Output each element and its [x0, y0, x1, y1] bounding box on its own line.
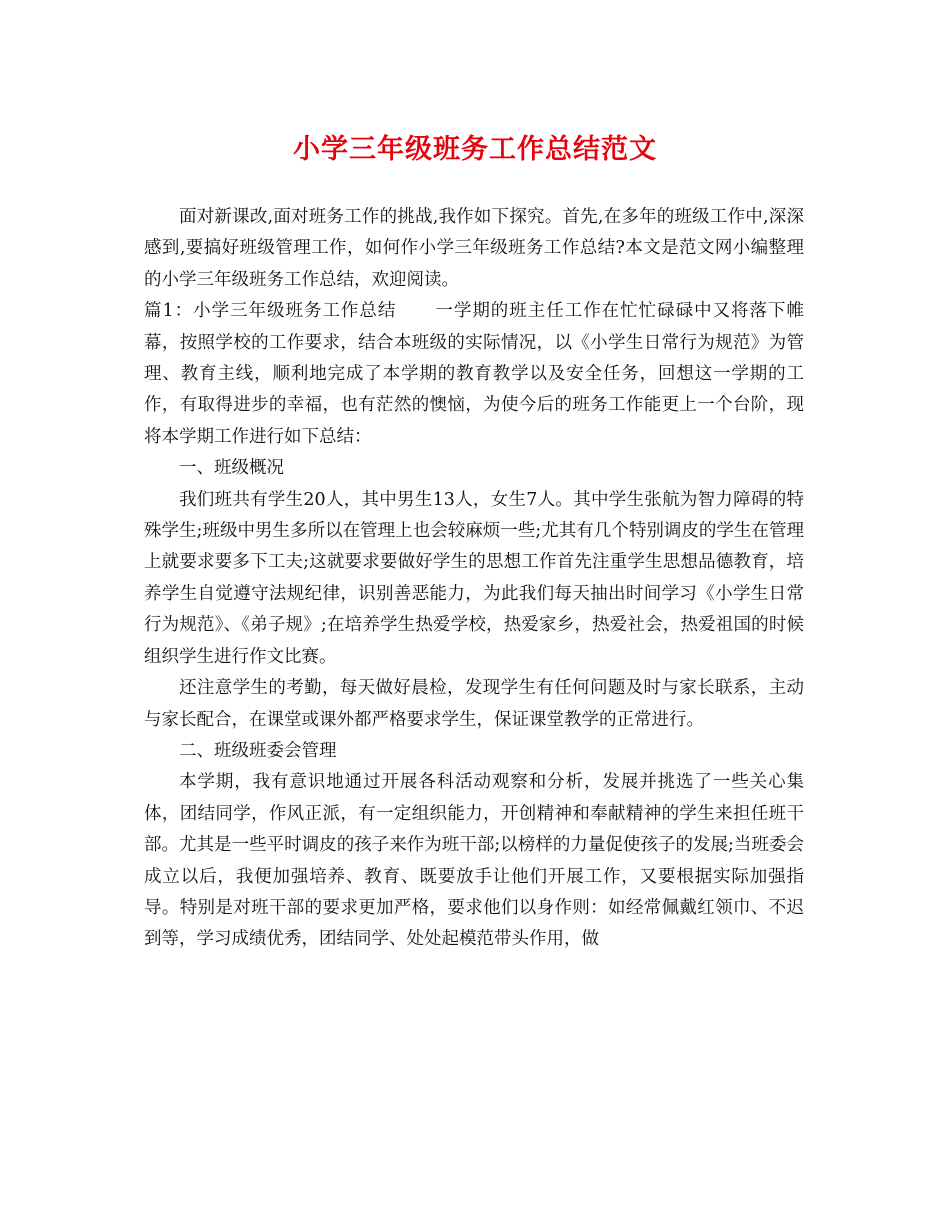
section-heading-2: 二、班级班委会管理 [179, 740, 337, 761]
intro-paragraph: 面对新课改,面对班务工作的挑战,我作如下探究。首先,在多年的班级工作中,深深感到,要搞好班级管理工作，如何作小学三年级班务工作总结?本文是范文网小编整理的小学三年级班务工作总结，欢迎阅读。 [144, 207, 804, 290]
section1-paragraph-1: 我们班共有学生20人，其中男生13人，女生7人。其中学生张航为智力障碍的特殊学生;班级中男生多所以在管理上也会较麻烦一些;尤其有几个特别调皮的学生在管理上就要求要多下工夫;这就要求要做好学生的思想工作首先注重学生思想品德教育，培养学生自觉遵守法规纪律，识别善恶能力，为此我们每天抽出时间学习《小学生日常行为规范》、《弟子规》;在培养学生热爱学校，热爱家乡，热爱社会，热爱祖国的时候组织学生进行作文比赛。 [144, 489, 804, 667]
document-title: 小学三年级班务工作总结范文 [293, 134, 657, 165]
chapter-paragraph [144, 296, 804, 453]
section1-paragraph-2: 还注意学生的考勤，每天做好晨检，发现学生有任何问题及时与家长联系，主动与家长配合，在课堂或课外都严格要求学生，保证课堂教学的正常进行。 [144, 678, 804, 730]
chapter-label: 篇1：小学三年级班务工作总结 [144, 301, 397, 322]
section2-paragraph-1: 本学期，我有意识地通过开展各科活动观察和分析，发展并挑选了一些关心集体，团结同学，作风正派，有一定组织能力，开创精神和奉献精神的学生来担任班干部。尤其是一些平时调皮的孩子来作为班干部;以榜样的力量促使孩子的发展;当班委会成立以后，我便加强培养、教育、既要放手让他们开展工作，又要根据实际加强指导。特别是对班干部的要求更加严格，要求他们以身作则：如经常佩戴红领巾、不迟到等，学习成绩优秀，团结同学、处处起模范带头作用，做 [144, 772, 804, 950]
document-body [144, 202, 804, 956]
chapter-intro: 一学期的班主任工作在忙忙碌碌中又将落下帷幕，按照学校的工作要求，结合本班级的实际情况，以《小学生日常行为规范》为管理、教育主线，顺利地完成了本学期的教育教学以及安全任务，回想这一学期的工作，有取得进步的幸福，也有茫然的懊恼，为使今后的班务工作能更上一个台阶，现将本学期工作进行如下总结： [144, 301, 804, 447]
section-heading-1: 一、班级概况 [179, 458, 284, 479]
